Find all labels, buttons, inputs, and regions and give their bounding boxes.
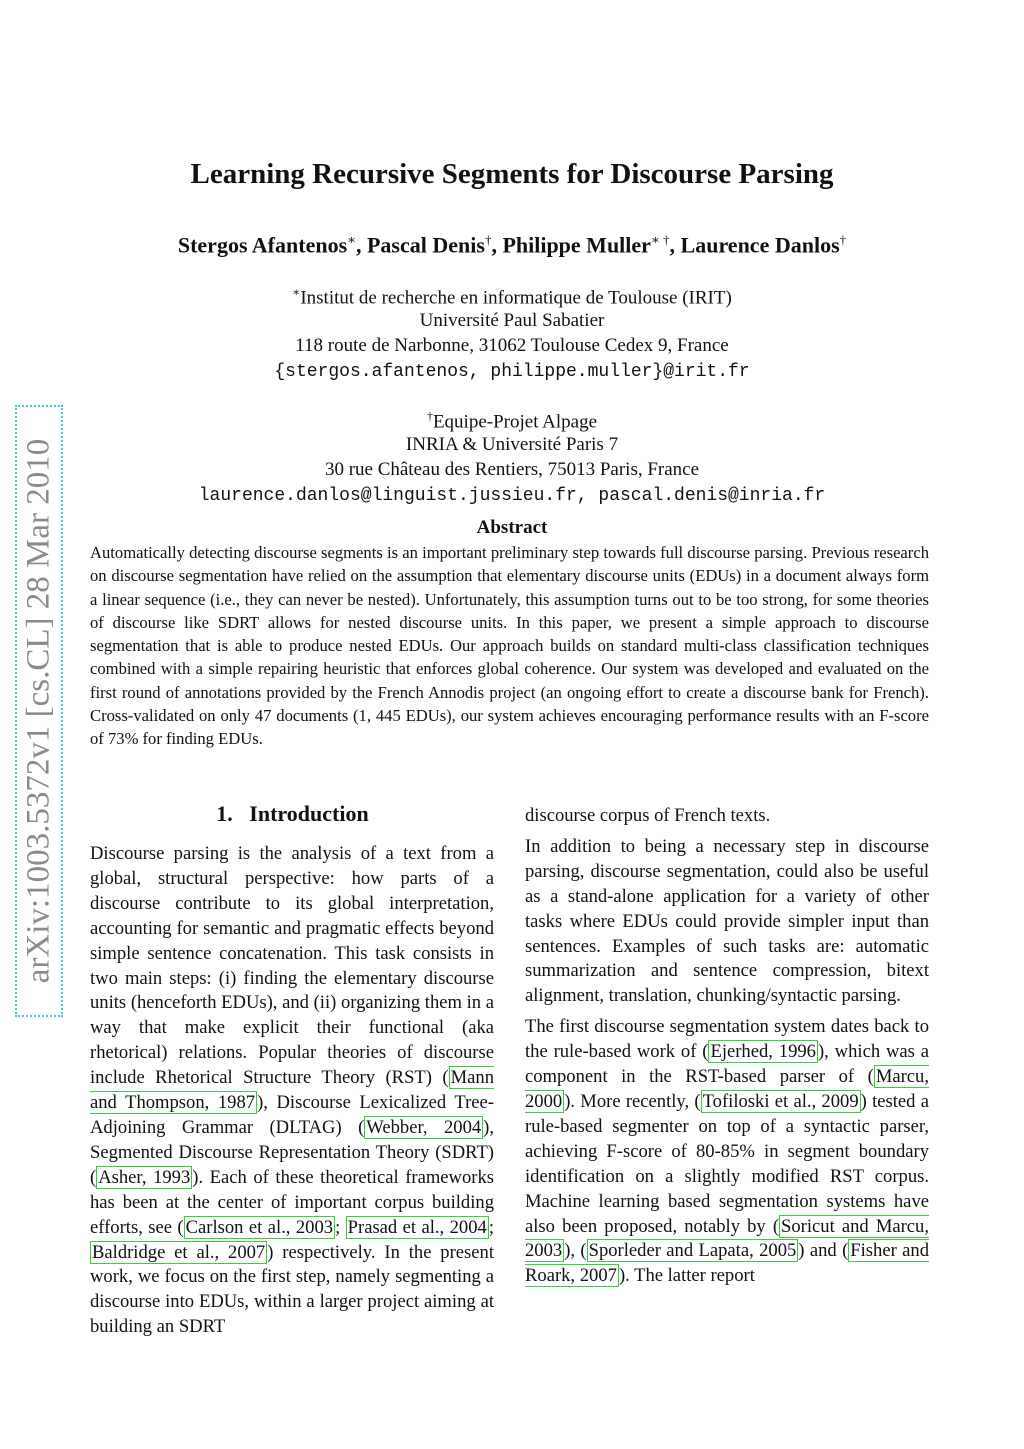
citation-link[interactable]: Ejerhed, 1996 (710, 1041, 816, 1063)
citation-link[interactable]: Prasad et al., 2004 (347, 1216, 487, 1238)
author-mark: ∗ (347, 232, 356, 247)
affiliation-line: 118 route de Narbonne, 31062 Toulouse Cedex 9, France (295, 335, 729, 356)
right-column (525, 804, 929, 1295)
citation-link[interactable]: Marcu, 2000 (525, 1066, 929, 1112)
paragraph: Discourse parsing is the analysis of a text from a global, structural perspective: how parts of a discourse contribute to its global interpretation, accounting for semantic and pragmatic effects beyond simple sentence concatenation. This task consists in two main steps: (i) finding the elementary discourse units (henceforth EDUs), and (ii) organizing them in a way that make explicit their functional (aka rhetorical) relations. Popular theories of discourse include Rhetorical Structure Theory (RST) ( Mann and Thompson, 1987 ), Discourse Lexicalized Tree-Adjoining Grammar (DLTAG) ( Webber, 2004 ), Segmented Discourse Representation Theory (SDRT) ( Asher, 1993 ). Each of these theoretical frameworks has been at the center of important corpus building efforts, see ( Carlson et al., 2003 ; Prasad et al., 2004 ; Baldridge et al., 2007 ) respectively. In the present work, we focus on the first step, namely segmenting a discourse into EDUs, within a larger project aiming at building an SDRT (90, 843, 495, 1338)
affiliation-mark: ∗ (292, 285, 301, 299)
paragraph: The first discourse segmentation system dates back to the rule-based work of ( Ejerhed, 1996 ), which was a component in the RST-based parser of ( Marcu, 2000 ). More recently, ( Tofiloski et al., 2009 ) tested a rule-based segmenter on top of a syntactic parser, achieving F-score of 80-85% in segment boundary identification on a slightly modified RST corpus. Machine learning based segmentation systems have also been proposed, notably by ( Soricut and Marcu, 2003 ), ( Sporleder and Lapata, 2005 ) and ( Fisher and Roark, 2007 ). The latter report (525, 1016, 930, 1287)
citation-link[interactable]: Sporleder and Lapata, 2005 (588, 1240, 797, 1262)
affiliation-line: Université Paul Sabatier (419, 310, 605, 331)
affiliation-text: Institut de recherche en informatique de Toulouse (IRIT) (300, 287, 732, 309)
affiliation-line: 30 rue Château des Rentiers, 75013 Paris, France (324, 459, 700, 480)
section-title: Introduction (249, 801, 369, 826)
paragraph: discourse corpus of French texts. (525, 805, 771, 826)
citation-link[interactable]: Webber, 2004 (366, 1116, 482, 1138)
author-mark: † (839, 232, 847, 247)
affiliation-line (0, 285, 1024, 309)
citation-link[interactable]: Asher, 1993 (98, 1166, 191, 1188)
affiliation-email: laurence.danlos@linguist.jussieu.fr, pascal.denis@inria.fr (198, 486, 826, 506)
affiliation-email: {stergos.afantenos, philippe.muller}@irit.fr (274, 362, 750, 382)
affiliation-line: INRIA & Université Paris 7 (405, 434, 619, 455)
author-name: Philippe Muller (502, 232, 651, 258)
author-name: Laurence Danlos (680, 232, 840, 258)
citation-link[interactable]: Carlson et al., 2003 (185, 1216, 334, 1238)
citation-link[interactable]: Soricut and Marcu, 2003 (525, 1215, 930, 1262)
citation-link[interactable]: Mann and Thompson, 1987 (90, 1067, 494, 1114)
paragraph: In addition to being a necessary step in discourse parsing, discourse segmentation, could also be useful as a stand-alone application for a variety of other tasks where EDUs could provide simpler input than sentences. Examples of such tasks are: automatic summarization and sentence compression, bitext alignment, translation, chunking/syntactic parsing. (525, 835, 929, 1007)
section-number: 1. (216, 801, 233, 826)
paper-title: Learning Recursive Segments for Discourse Parsing (190, 158, 834, 190)
abstract-text: Automatically detecting discourse segments is an important preliminary step towards full discourse parsing. Previous research on discourse segmentation have relied on the assumption that elementary discourse units (EDUs) in a document always form a linear sequence (i.e., they can never be nested). Unfortunately, this assumption turns out to be too strong, for some theories of discourse like SDRT allows for nested discourse units. In this paper, we present a simple approach to discourse segmentation that is able to produce nested EDUs. Our approach builds on standard multi-class classification techniques combined with a simple repairing heuristic that enforces global coherence. Our system was developed and evaluated on the first round of annotations provided by the French Annodis project (an ongoing effort to create a discourse bank for French). Cross-validated on only 47 documents (1, 445 EDUs), our system achieves encouraging performance results with an F-score of 73% for finding EDUs. (90, 543, 929, 749)
author-name: Stergos Afantenos (177, 232, 348, 258)
citation-link[interactable]: Fisher and Roark, 2007 (525, 1240, 930, 1287)
affiliation-text: Equipe-Projet Alpage (432, 411, 598, 433)
author-name: Pascal Denis (366, 232, 485, 258)
abstract-heading: Abstract (476, 517, 548, 538)
affiliation-mark: † (426, 409, 433, 423)
arxiv-stamp-text: arXiv:1003.5372v1 [cs.CL] 28 Mar 2010 (20, 438, 57, 984)
author-list: Stergos Afantenos∗, Pascal Denis†, Philippe Muller∗ †, Laurence Danlos† (177, 232, 847, 258)
section-heading (90, 801, 495, 827)
author-mark: ∗ † (650, 232, 670, 247)
citation-link[interactable]: Baldridge et al., 2007 (92, 1241, 266, 1263)
author-mark: † (484, 232, 492, 247)
affiliation-line (0, 409, 1024, 433)
citation-link[interactable]: Tofiloski et al., 2009 (702, 1090, 859, 1112)
left-column (90, 842, 494, 1346)
